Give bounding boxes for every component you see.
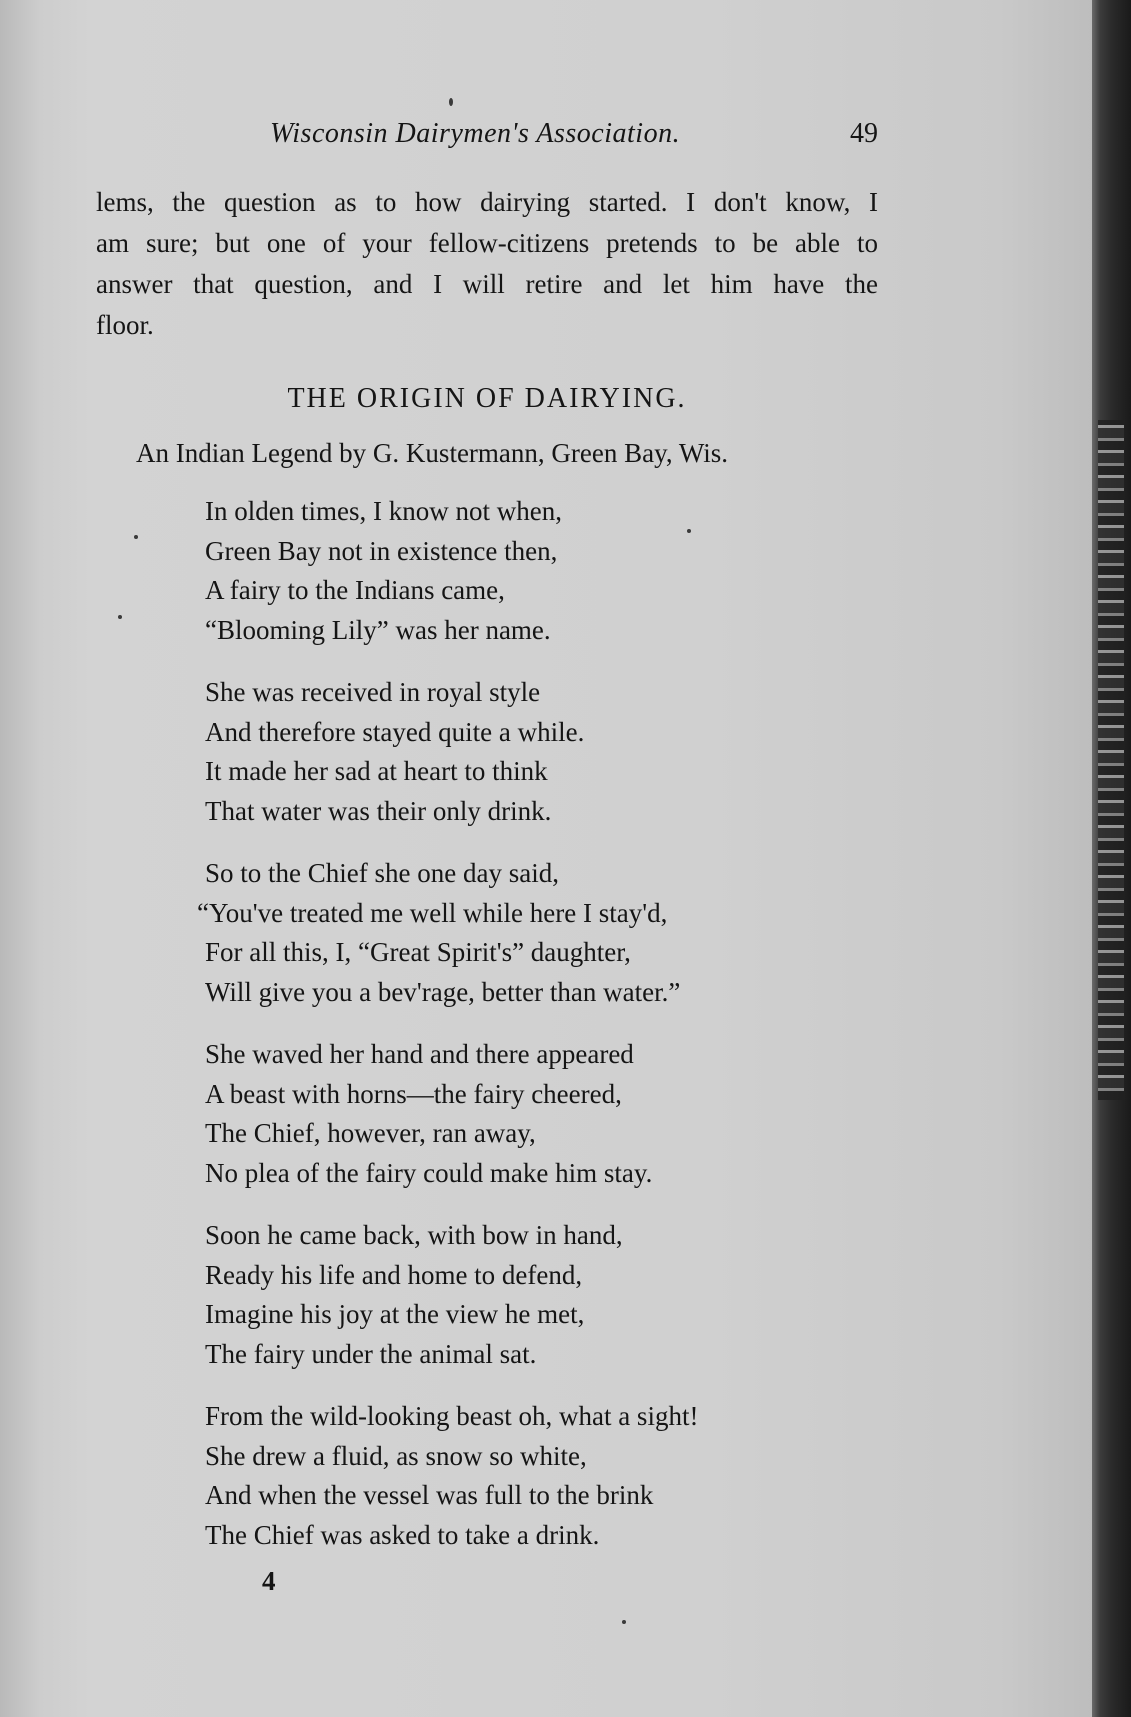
verse-line: “You've treated me well while here I stay'd,: [197, 897, 668, 928]
verse-line: Soon he came back, with bow in hand,: [205, 1220, 623, 1250]
verse-line: The fairy under the animal sat.: [205, 1338, 537, 1369]
verse-line: Green Bay not in existence then,: [205, 535, 558, 566]
verse-line: The Chief, however, ran away,: [205, 1118, 536, 1148]
verse-line: Will give you a bev'rage, better than water.”: [205, 976, 681, 1007]
verse-line: She was received in royal style: [205, 677, 541, 707]
verse-line: A fairy to the Indians came,: [205, 575, 505, 605]
print-speck: [134, 535, 138, 539]
page-number: 49: [850, 118, 878, 149]
stanza: [205, 492, 845, 650]
verse-line: So to the Chief she one day said,: [205, 858, 559, 888]
poem-title: THE ORIGIN OF DAIRYING.: [287, 383, 687, 414]
verse-line: The Chief was asked to take a drink.: [205, 1519, 600, 1550]
verse-line: “Blooming Lily” was her name.: [205, 614, 551, 645]
stanza: [205, 1216, 845, 1374]
verse-line: That water was their only drink.: [205, 795, 552, 826]
print-speck: [687, 529, 691, 533]
verse-line: In olden times, I know not when,: [205, 496, 562, 526]
intro-line: lems, the question as to how dairying started. I don't know, I: [96, 187, 878, 217]
running-head: Wisconsin Dairymen's Association.: [270, 118, 681, 149]
verse-line: A beast with horns—the fairy cheered,: [205, 1078, 622, 1109]
verse-line: From the wild-looking beast oh, what a sight!: [205, 1401, 699, 1431]
verse-line: She waved her hand and there appeared: [205, 1039, 634, 1069]
verse-line: It made her sad at heart to think: [205, 756, 548, 786]
verse-line: No plea of the fairy could make him stay.: [205, 1157, 653, 1188]
intro-line: floor.: [96, 310, 154, 340]
print-speck: [118, 615, 122, 619]
print-speck: [622, 1620, 626, 1624]
intro-line: answer that question, and I will retire and let him have the: [96, 269, 878, 299]
stanza: [205, 1397, 845, 1555]
poem-body: [197, 492, 845, 1578]
verse-line: Imagine his joy at the view he met,: [205, 1299, 585, 1329]
poem-subtitle: An Indian Legend by G. Kustermann, Green Bay, Wis.: [136, 438, 729, 468]
verse-line: Ready his life and home to defend,: [205, 1259, 583, 1290]
print-speck: [449, 98, 453, 106]
stanza: [205, 1035, 845, 1193]
intro-line: am sure; but one of your fellow-citizens pretends to be able to: [96, 228, 878, 258]
intro-paragraph: [96, 182, 878, 346]
verse-line: For all this, I, “Great Spirit's” daughter,: [205, 937, 631, 967]
stanza: [197, 854, 845, 1012]
spine-label: [1098, 420, 1124, 1100]
verse-line: And when the vessel was full to the brink: [205, 1480, 654, 1510]
verse-line: And therefore stayed quite a while.: [205, 716, 585, 747]
stanza: [205, 673, 845, 831]
signature-mark: 4: [262, 1566, 276, 1596]
verse-line: She drew a fluid, as snow so white,: [205, 1440, 587, 1471]
